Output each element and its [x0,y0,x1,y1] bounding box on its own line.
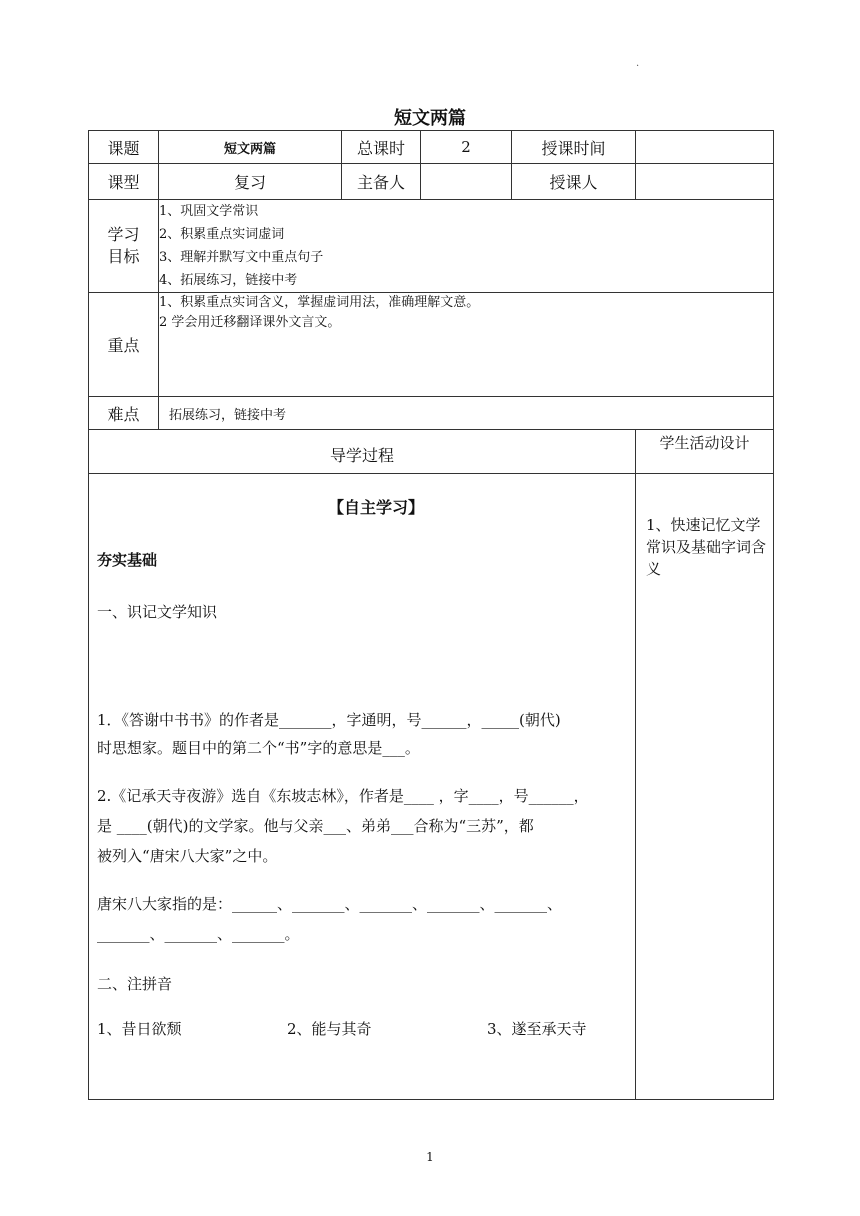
class-time-value [636,131,774,164]
question-2-line1: 2.《记承天寺夜游》选自《东坡志林》，作者是____ ，字____，号______， [97,787,589,805]
process-body-row [89,474,774,1100]
process-content [89,474,636,1100]
activity-content: 1、快速记忆文学常识及基础字词含义 [636,474,774,1100]
pinyin-item: 3、遂至承天寺 [487,1020,587,1038]
key-point-item: 2 学会用迁移翻译课外文言文。 [159,315,341,330]
question-1-line1: 1．《答谢中书书》的作者是_______，字通明，号______，_____(朝代) [97,711,561,729]
question-2-line3: 被列入“唐宋八大家”之中。 [97,847,278,865]
key-points-row [89,293,774,397]
pinyin-item: 2、能与其奇 [287,1020,372,1038]
part2-title: 二、注拼音 [97,975,173,993]
teacher-label: 授课人 [512,164,636,200]
difficulty-label: 难点 [89,397,159,430]
activity-header: 学生活动设计 [636,430,774,474]
type-value: 复习 [159,164,342,200]
page-number: 1 [426,1150,434,1164]
goal-item: 1、巩固文学常识 [159,204,259,219]
header-row-type [89,164,774,200]
question-2-line2: 是 ____(朝代)的文学家。他与父亲___、弟弟___合称为“三苏”，都 [97,817,534,835]
key-points-list [159,293,774,397]
goal-item: 4、拓展练习，链接中考 [159,273,298,288]
key-point-item: 1、积累重点实词含义，掌握虚词用法，准确理解文意。 [159,295,480,310]
teacher-value [636,164,774,200]
pinyin-items [97,1018,625,1039]
goal-item: 3、理解并默写文中重点句子 [159,250,324,265]
total-hours-label: 总课时 [342,131,421,164]
goal-item: 2、积累重点实词虚词 [159,227,285,242]
goals-row [89,200,774,293]
subject-value: 短文两篇 [159,131,342,164]
preparer-value [421,164,512,200]
goals-label [89,200,159,293]
page-title: 短文两篇 [394,108,466,129]
process-header-row [89,430,774,474]
total-hours-value: 2 [421,131,512,164]
class-time-label: 授课时间 [512,131,636,164]
goals-list [159,200,774,293]
part1-title: 一、识记文学知识 [97,603,218,621]
subheading: 夯实基础 [97,551,158,569]
question-3-line2: _______、_______、_______。 [97,925,300,943]
difficulty-value: 拓展练习，链接中考 [159,397,774,430]
difficulty-row [89,397,774,430]
header-dot: . [636,58,640,69]
section-title: 【自主学习】 [327,498,424,517]
lesson-plan-table [88,130,774,1100]
key-points-label: 重点 [89,293,159,397]
question-1-line2: 时思想家。题目中的第二个“书”字的意思是___。 [97,739,420,757]
pinyin-item: 1、昔日欲颓 [97,1020,182,1038]
question-3-line1: 唐宋八大家指的是：______、_______、_______、_______、_______、 [97,895,563,913]
preparer-label: 主备人 [342,164,421,200]
process-header: 导学过程 [89,430,636,474]
subject-label: 课题 [89,131,159,164]
goals-label-line1: 学习 [107,225,140,244]
type-label: 课型 [89,164,159,200]
goals-label-line2: 目标 [107,247,140,266]
header-row-subject [89,131,774,164]
